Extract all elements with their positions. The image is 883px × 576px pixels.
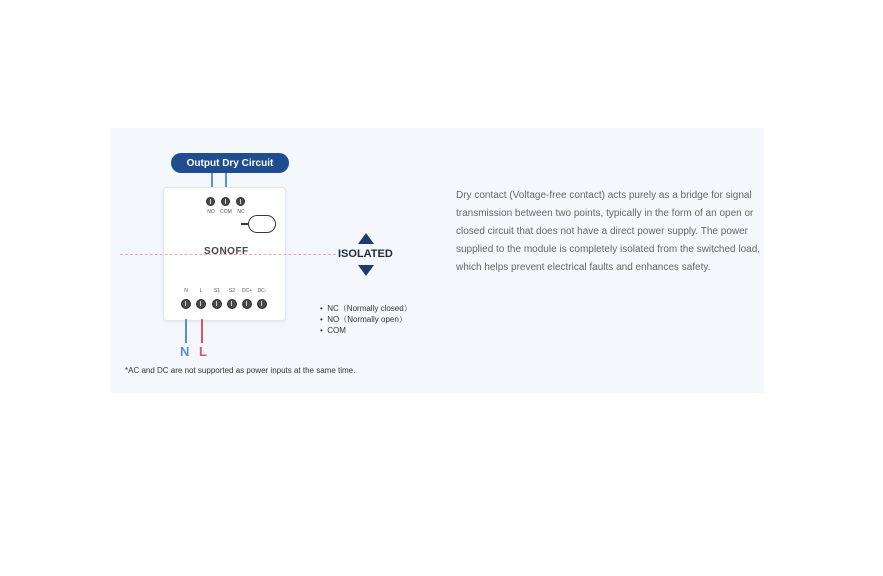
terminal-screw-no — [206, 197, 215, 206]
neutral-label: N — [180, 344, 190, 359]
live-wire — [201, 319, 203, 343]
terminal-label-dc-plus: DC+ — [241, 288, 253, 294]
legend-item: • NO（Normally open） — [320, 315, 407, 324]
terminal-label-com: COM — [220, 209, 232, 215]
terminal-label-nc: NC — [237, 209, 245, 215]
terminal-legend — [320, 303, 412, 336]
terminal-screw-dc-plus — [242, 299, 252, 309]
terminal-screw-l — [196, 299, 206, 309]
isolation-line — [120, 254, 336, 255]
legend-item: • COM — [320, 326, 346, 335]
terminal-label-no: NO — [207, 209, 215, 215]
terminal-label-n: N — [184, 288, 188, 294]
arrow-down-icon — [358, 265, 374, 276]
terminal-screw-com — [221, 197, 230, 206]
terminal-label-s2: S2 — [228, 288, 236, 294]
module-button — [248, 215, 276, 233]
arrow-up-icon — [358, 233, 374, 244]
terminal-screw-s1 — [212, 299, 222, 309]
terminal-screw-n — [181, 299, 191, 309]
legend-com: COM — [327, 326, 346, 335]
output-dry-circuit-label: Output Dry Circuit — [171, 153, 289, 173]
isolated-label: ISOLATED — [338, 248, 393, 260]
neutral-wire — [185, 319, 187, 343]
terminal-label-dc-minus: DC- — [257, 288, 267, 294]
live-label: L — [199, 344, 207, 359]
terminal-screw-dc-minus — [257, 299, 267, 309]
terminal-screw-nc — [236, 197, 245, 206]
dry-contact-description: Dry contact (Voltage-free contact) acts purely as a bridge for signal transmission between two points, typically in the form of an open or closed circuit that does not have a direct power supply. The power supplied to the module is completely isolated from the switched load, which helps prevent electrical faults and enhances safety. — [456, 190, 761, 273]
terminal-label-l: L — [199, 288, 203, 294]
power-input-note: *AC and DC are not supported as power inputs at the same time. — [125, 366, 356, 375]
legend-no: NO（Normally open） — [327, 315, 407, 324]
brand-logo: SONOFF — [204, 246, 249, 257]
terminal-label-s1: S1 — [213, 288, 221, 294]
terminal-screw-s2 — [227, 299, 237, 309]
legend-nc: NC（Normally closed） — [327, 304, 412, 313]
legend-item: • NC（Normally closed） — [320, 304, 412, 313]
